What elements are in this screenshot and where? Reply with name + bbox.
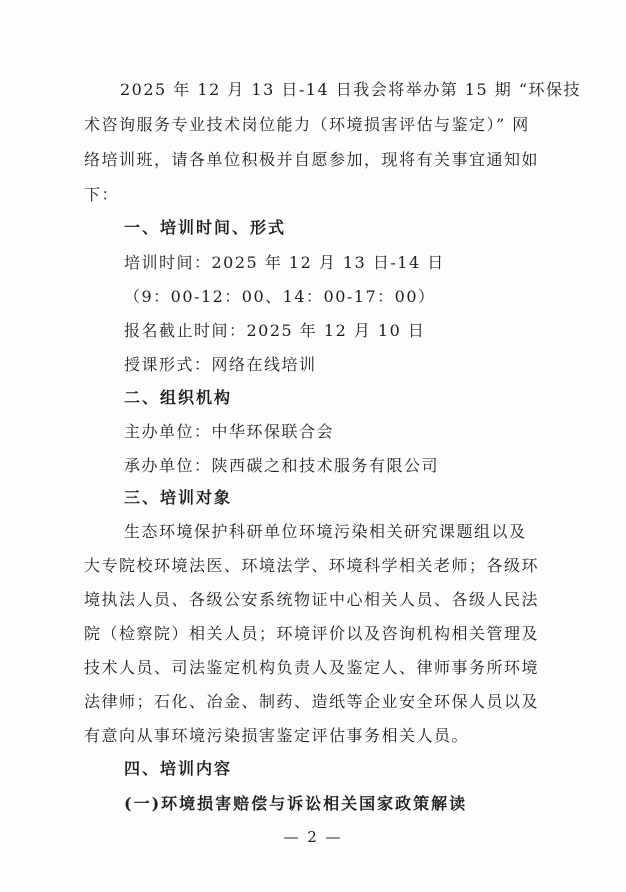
- section-4-heading: 四、培训内容: [124, 759, 233, 778]
- target-line-5: 技术人员、司法鉴定机构负责人及鉴定人、律师事务所环境: [84, 658, 540, 677]
- section-4-subheading-1: (一)环境损害赔偿与诉讼相关国家政策解读: [124, 794, 468, 813]
- intro-line-1: 2025 年 12 月 13 日-14 日我会将举办第 15 期 “环保技: [120, 80, 582, 99]
- intro-line-2: 术咨询服务专业技术岗位能力（环境损害评估与鉴定）” 网: [84, 115, 530, 134]
- host-unit: 主办单位：中华环保联合会: [124, 422, 335, 441]
- training-time: 培训时间：2025 年 12 月 13 日-14 日: [124, 253, 445, 272]
- organizer-unit: 承办单位：陕西碳之和技术服务有限公司: [124, 456, 440, 475]
- teaching-format: 授课形式：网络在线培训: [124, 355, 317, 374]
- registration-deadline: 报名截止时间：2025 年 12 月 10 日: [124, 321, 426, 340]
- target-line-6: 法律师；石化、冶金、制药、造纸等企业安全环保人员以及: [84, 692, 540, 711]
- target-line-2: 大专院校环境法医、环境法学、环境科学相关老师；各级环: [84, 556, 540, 575]
- page-number: — 2 —: [283, 828, 343, 846]
- section-3-heading: 三、培训对象: [124, 488, 233, 507]
- target-line-7: 有意向从事环境污染损害鉴定评估事务相关人员。: [84, 726, 470, 745]
- section-2-heading: 二、组织机构: [124, 388, 233, 407]
- section-1-heading: 一、培训时间、形式: [124, 218, 287, 237]
- training-hours: （9：00-12：00、14：00-17：00）: [124, 287, 436, 306]
- intro-line-4: 下：: [84, 185, 120, 204]
- target-line-4: 院（检察院）相关人员；环境评价以及咨询机构相关管理及: [84, 624, 540, 643]
- target-line-3: 境执法人员、各级公安系统物证中心相关人员、各级人民法: [84, 590, 540, 609]
- intro-line-3: 络培训班，请各单位积极并自愿参加，现将有关事宜通知如: [84, 150, 540, 169]
- target-line-1: 生态环境保护科研单位环境污染相关研究课题组以及: [124, 522, 527, 541]
